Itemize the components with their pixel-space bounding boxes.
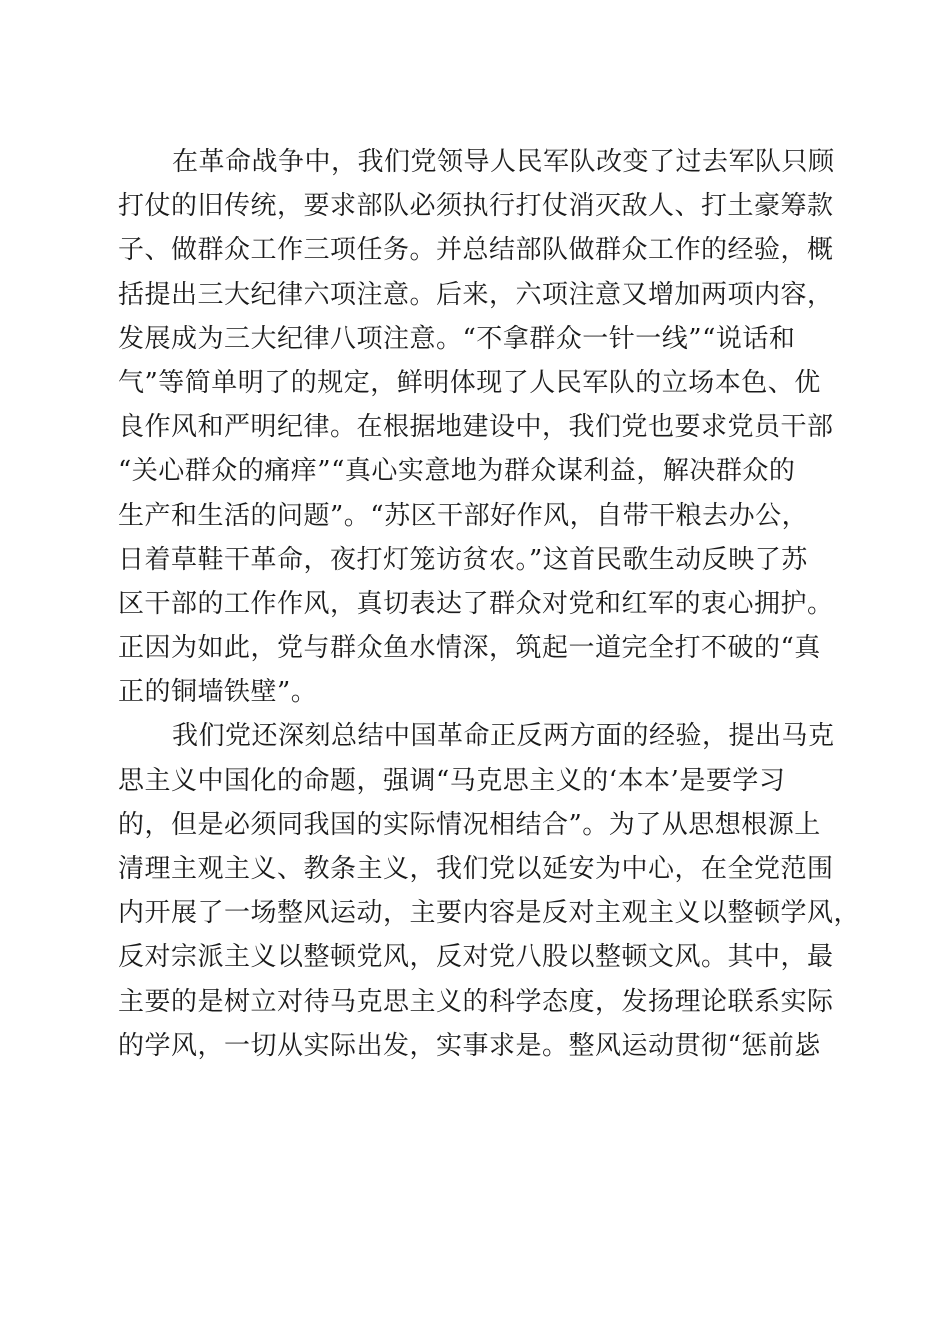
paragraph-1-line-10: 日着草鞋干革命，夜打灯笼访贫农。”这首民歌生动反映了苏 xyxy=(118,544,808,575)
paragraph-2-line-6: 反对宗派主义以整顿党风，反对党八股以整顿文风。其中，最 xyxy=(118,942,834,973)
paragraph-1-line-13: 正的铜墙铁壁”。 xyxy=(118,677,318,708)
paragraph-1-line-6: 气”等简单明了的规定，鲜明体现了人民军队的立场本色、优 xyxy=(118,367,821,398)
paragraph-1-line-11: 区干部的工作作风，真切表达了群众对党和红军的衷心拥护。 xyxy=(118,588,834,619)
paragraph-2-line-2: 思主义中国化的命题，强调“马克思主义的‘本本’是要学习 xyxy=(118,765,786,796)
paragraph-1-line-7: 良作风和严明纪律。在根据地建设中，我们党也要求党员干部 xyxy=(118,412,834,443)
paragraph-2-line-3: 的，但是必须同我国的实际情况相结合”。为了从思想根源上 xyxy=(118,809,821,840)
paragraph-1-line-1: 在革命战争中，我们党领导人民军队改变了过去军队只顾 xyxy=(172,147,835,177)
paragraph-1-line-4: 括提出三大纪律六项注意。后来，六项注意又增加两项内容， xyxy=(118,279,834,310)
paragraph-2-line-4: 清理主观主义、教条主义，我们党以延安为中心，在全党范围 xyxy=(118,854,834,884)
paragraph-1-line-8: “关心群众的痛痒”“真心实意地为群众谋利益，解决群众的 xyxy=(118,456,796,487)
paragraph-2-line-1: 我们党还深刻总结中国革命正反两方面的经验，提出马克 xyxy=(172,721,835,752)
paragraph-1-line-5: 发展成为三大纪律八项注意。“不拿群众一针一线”“说话和 xyxy=(118,323,796,354)
paragraph-1-line-3: 子、做群众工作三项任务。并总结部队做群众工作的经验，概 xyxy=(118,235,834,266)
paragraph-1-line-9: 生产和生活的问题”。“苏区干部好作风，自带干粮去办公， xyxy=(118,500,809,531)
paragraph-2-line-5: 内开展了一场整风运动，主要内容是反对主观主义以整顿学风， xyxy=(118,898,861,929)
body-text xyxy=(118,140,861,1068)
paragraph-1-line-12: 正因为如此，党与群众鱼水情深，筑起一道完全打不破的“真 xyxy=(118,633,821,664)
paragraph-2-line-7: 主要的是树立对待马克思主义的科学态度，发扬理论联系实际 xyxy=(118,986,834,1017)
paragraph-1-line-2: 打仗的旧传统，要求部队必须执行打仗消灭敌人、打土豪筹款 xyxy=(118,191,834,222)
paragraph-2-line-8: 的学风，一切从实际出发，实事求是。整风运动贯彻“惩前毖 xyxy=(118,1030,821,1061)
